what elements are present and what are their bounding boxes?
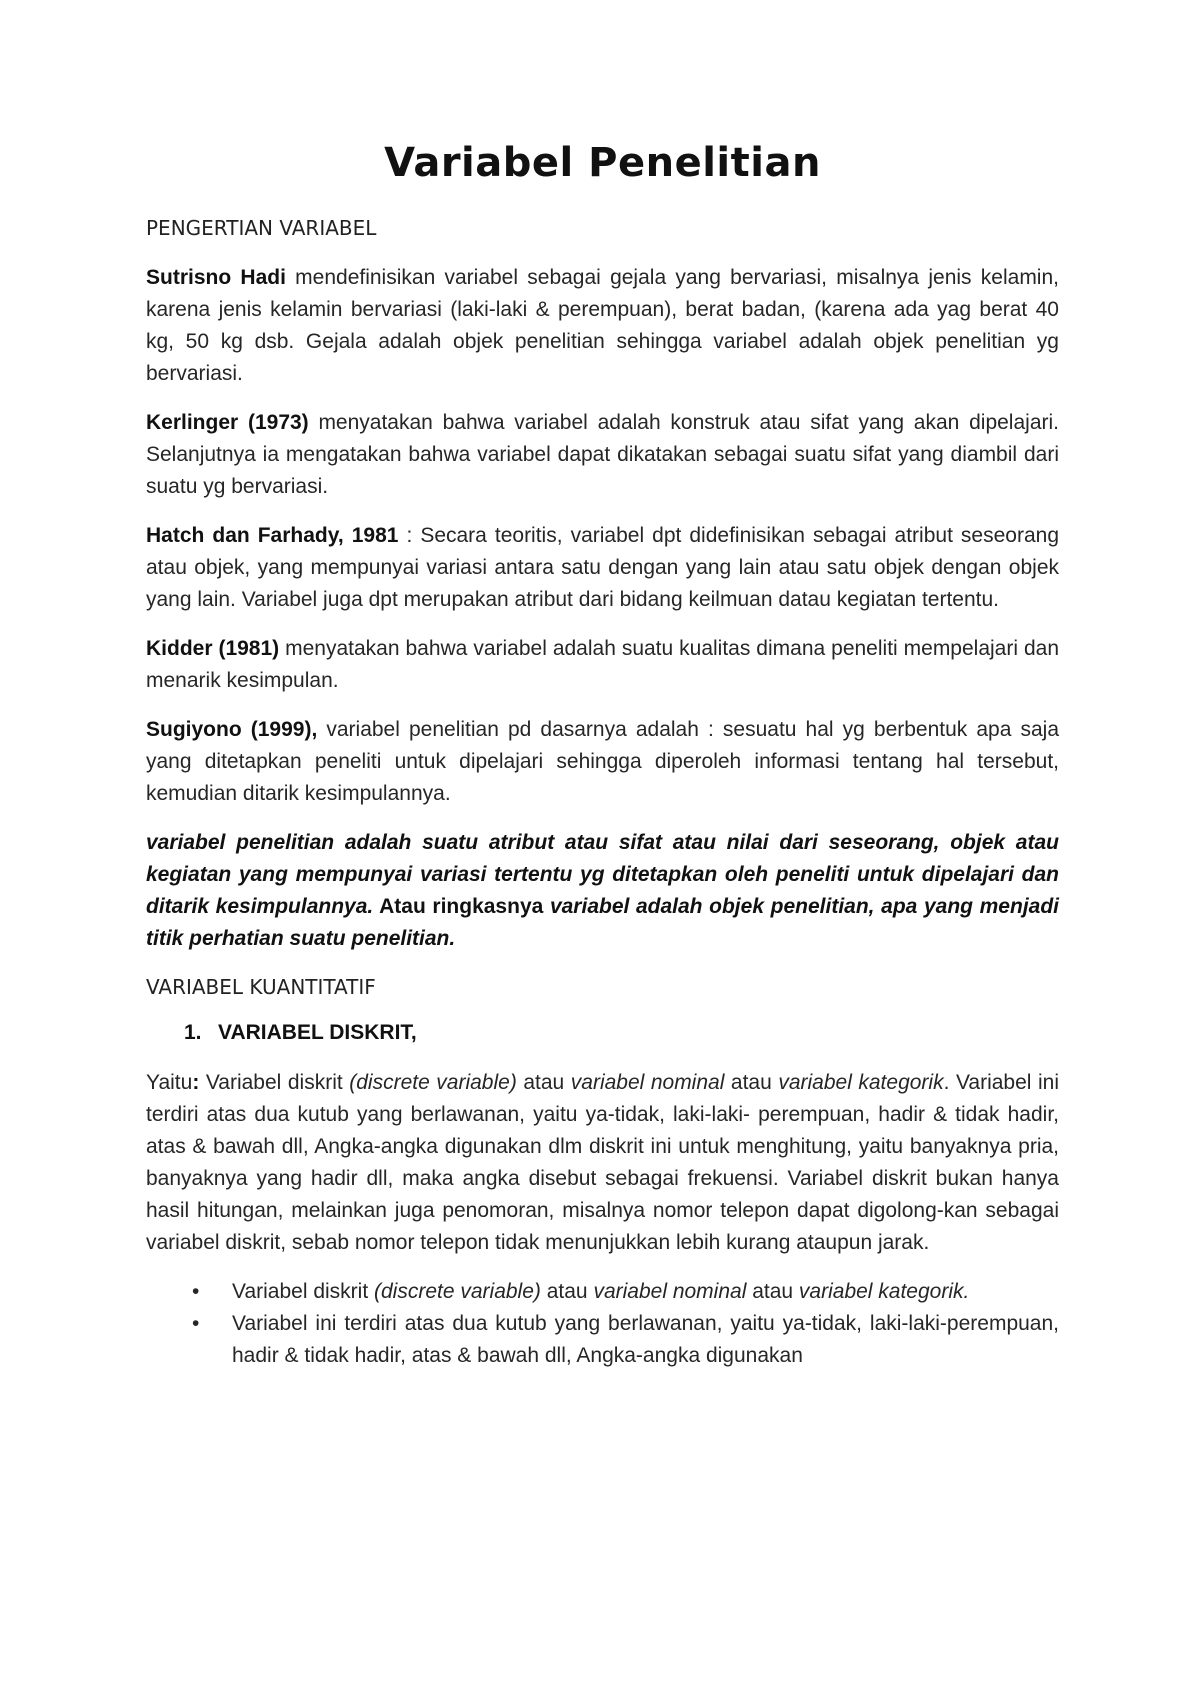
paragraph-diskrit-definition [146,1067,1059,1259]
paragraph-hatch-farhady [146,520,1059,616]
list-item [146,1276,1059,1308]
bullet-list [146,1276,1059,1372]
subheading-label: VARIABEL DISKRIT, [218,1021,417,1044]
text-run: Variabel diskrit [199,1071,350,1094]
author-name: Sutrisno Hadi [146,266,286,289]
italic-run: variabel nominal [593,1280,747,1303]
text-run: Variabel ini terdiri atas dua kutub yang berlawanan, yaitu ya-tidak, laki-laki-perempuan, hadir & tidak hadir, atas & bawah dll, Angka-angka digunakan [232,1312,1059,1367]
paragraph-text: variabel penelitian pd dasarnya adalah : sesuatu hal yg berbentuk apa saja yang ditetapkan peneliti untuk dipelajari sehingga diperoleh informasi tentang hal tersebut, kemudian ditarik kesimpulannya. [146,718,1060,805]
subheading-variabel-diskrit [184,1021,1059,1045]
summary-part-1: variabel penelitian adalah suatu atribut atau sifat atau nilai dari seseorang, objek atau kegiatan yang mempunyai variasi tertentu yg ditetapkan oleh peneliti untuk dipelajari dan ditarik kesimpulannya. [146,831,1059,918]
lead-word: Yaitu [146,1071,193,1094]
summary-part-2: Atau ringkasnya [373,895,550,918]
author-name: Kerlinger (1973) [146,411,309,434]
text-run: . Variabel ini terdiri atas dua kutub yang berlawanan, yaitu ya-tidak, laki-laki- perempuan, hadir & tidak hadir, atas & bawah dll, Angka-angka digunakan dlm diskrit ini untuk menghitung, yaitu banyaknya pria, banyaknya yang hadir dll, maka angka disebut sebagai frekuensi. Variabel diskrit bukan hanya hasil hitungan, melainkan juga penomoran, misalnya nomor telepon dapat digolong-kan sebagai variabel diskrit, sebab nomor telepon tidak menunjukkan lebih kurang ataupun jarak. [146,1071,1059,1254]
page-title: Variabel Penelitian [384,140,821,186]
text-run: atau [540,1280,594,1303]
section-heading-kuantitatif: VARIABEL KUANTITATIF [146,975,376,999]
author-name: Hatch dan Farhady, 1981 [146,524,399,547]
paragraph-text: menyatakan bahwa variabel adalah konstruk atau sifat yang akan dipelajari. Selanjutnya ia mengatakan bahwa variabel dapat dikatakan sebagai suatu sifat yang diambil dari suatu yg bervariasi. [146,411,1059,498]
text-run: Variabel diskrit [232,1280,374,1303]
bullet-icon: • [192,1312,200,1335]
text-run: atau [516,1071,571,1094]
summary-part-3: variabel adalah objek penelitian, apa yang menjadi titik perhatian suatu penelitian. [146,895,1059,950]
summary-definition [146,827,1059,955]
paragraph-kerlinger [146,407,1059,503]
document-page [146,140,1059,1372]
italic-run: variabel kategorik. [798,1280,970,1303]
italic-run: (discrete variable) [349,1071,517,1094]
italic-run: variabel kategorik [778,1071,944,1094]
subheading-number: 1. [184,1021,202,1044]
text-run: atau [746,1280,799,1303]
paragraph-sugiyono [146,714,1059,810]
paragraph-kidder [146,633,1059,697]
bullet-icon: • [192,1280,200,1303]
section-heading-pengertian: PENGERTIAN VARIABEL [146,216,377,240]
paragraph-text: mendefinisikan variabel sebagai gejala yang bervariasi, misalnya jenis kelamin, karena jenis kelamin bervariasi (laki-laki & perempuan), berat badan, (karena ada yag berat 40 kg, 50 kg dsb. Gejala adalah objek penelitian sehingga variabel adalah objek penelitian yg bervariasi. [146,266,1059,385]
lead-colon: : [192,1071,200,1094]
author-name: Sugiyono (1999), [146,718,318,741]
text-run: atau [724,1071,779,1094]
author-name: Kidder (1981) [146,637,280,660]
paragraph-text: : Secara teoritis, variabel dpt didefinisikan sebagai atribut seseorang atau objek, yang mempunyai variasi antara satu dengan yang lain atau satu objek dengan objek yang lain. Variabel juga dpt merupakan atribut dari bidang keilmuan datau kegiatan tertentu. [146,524,1059,611]
paragraph-sutrisno-hadi [146,262,1059,390]
paragraph-text: menyatakan bahwa variabel adalah suatu kualitas dimana peneliti mempelajari dan menarik kesimpulan. [146,637,1060,692]
italic-run: variabel nominal [570,1071,725,1094]
italic-run: (discrete variable) [374,1280,541,1303]
list-item [146,1308,1059,1372]
